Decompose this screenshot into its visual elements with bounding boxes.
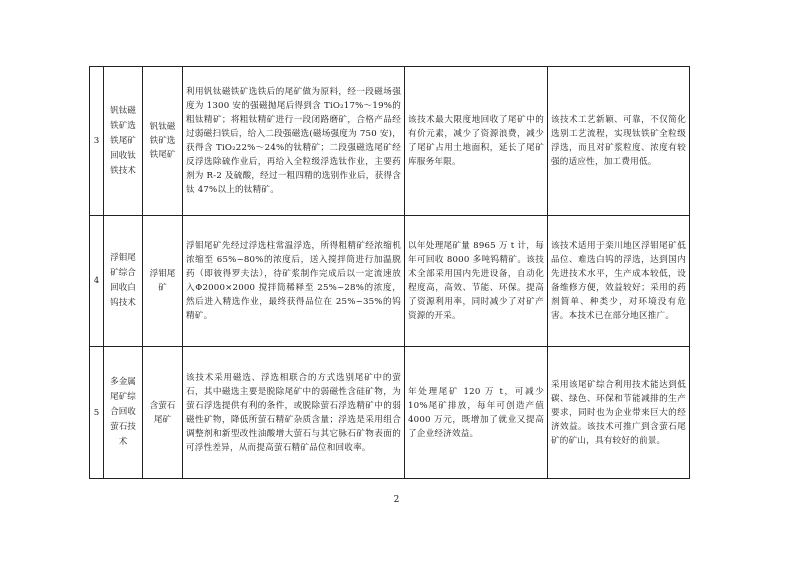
technology-benefit: 该技术最大限度地回收了尾矿中的有价元素，减少了资源浪费，减少了尾矿占用土地面积，延长了尾矿库服务年限。 (405, 67, 548, 216)
page-number: 2 (393, 495, 400, 505)
technology-benefit: 年处理尾矿 120 万 t，可减少 10%尾矿排放，每年可创造产值 4000 万元，既增加了就业又提高了企业经济效益。 (405, 347, 548, 479)
row-number: 3 (90, 67, 104, 216)
tailings-source: 钒钛磁铁矿选铁尾矿 (143, 67, 183, 216)
technology-feature: 采用该尾矿综合利用技术能达到低碳、绿色、环保和节能减排的生产要求，同时也为企业带来巨大的经济效益。该技术可推广到含萤石尾矿的矿山，具有较好的前景。 (548, 347, 690, 479)
row-number: 4 (90, 216, 104, 347)
technology-feature: 该技术适用于栾川地区浮钼尾矿低品位、难选白钨的浮选，达到国内先进技术水平，生产成本较低，设备维修方便，效益较好；采用的药剂简单、种类少，对环境没有危害。本技术已在部分地区推广。 (548, 216, 690, 347)
technology-name: 多金属尾矿综合回收萤石技术 (104, 347, 143, 479)
table-row (90, 347, 690, 479)
technology-name: 钒钛磁铁矿选铁尾矿回收钛铁技术 (104, 67, 143, 216)
technology-name: 浮钼尾矿综合回收白钨技术 (104, 216, 143, 347)
table-row (90, 67, 690, 216)
table-row (90, 216, 690, 347)
tailings-source: 浮钼尾矿 (143, 216, 183, 347)
technology-feature: 该技术工艺新颖、可靠，不仅简化选别工艺流程，实现钛铁矿全粒级浮选，而且对矿浆粒度、浓度有较强的适应性，加工费用低。 (548, 67, 690, 216)
technology-benefit: 以年处理尾矿量 8965 万 t 计，每年可回收 8000 多吨钨精矿。该技术全部采用国内先进设备，自动化程度高，高效、节能、环保。提高了资源利用率，同时减少了对矿产资源的开采。 (405, 216, 548, 347)
row-number: 5 (90, 347, 104, 479)
tailings-technology-table (89, 66, 690, 479)
technology-description: 该技术采用磁选、浮选相联合的方式选别尾矿中的萤石，其中磁选主要是脱除尾矿中的弱磁性含硅矿物，为萤石浮选提供有利的条件，或脱除萤石浮选精矿中的弱磁性矿物，降低所萤石精矿杂质含量；浮选是采用组合调整剂和新型改性油酸增大萤石与其它脉石矿物表面的可浮性差异，从而提高萤石精矿品位和回收率。 (183, 347, 405, 479)
tailings-source: 含萤石尾矿 (143, 347, 183, 479)
technology-description: 利用钒钛磁铁矿选铁后的尾矿做为原料，经一段磁场强度为 1300 安的强磁抛尾后得到含 TiO₂17%～19%的粗钛精矿；将粗钛精矿进行一段闭路磨矿，合格产品经过弱磁扫铁后，给入二段强磁选(磁场强度为 750 安)，获得含 TiO₂22%～24%的钛精矿；二段强磁选尾矿经反浮选除硫作业后，再给入全粒级浮选钛作业，主要药剂为 R-2 及硫酸，经过一粗四精的选别作业后，获得含钛 47%以上的钛精矿。 (183, 67, 405, 216)
technology-description: 浮钼尾矿先经过浮选柱常温浮选，所得粗精矿经浓缩机浓缩至 65%~80%的浓度后，送入搅拌筒进行加温脱药（即彼得罗夫法），待矿浆制作完成后以一定流速放入Φ2000×2000 搅拌筒稀释至 25%~28%的浓度，然后进入精选作业，最终获得品位在 25%~35%的钨精矿。 (183, 216, 405, 347)
